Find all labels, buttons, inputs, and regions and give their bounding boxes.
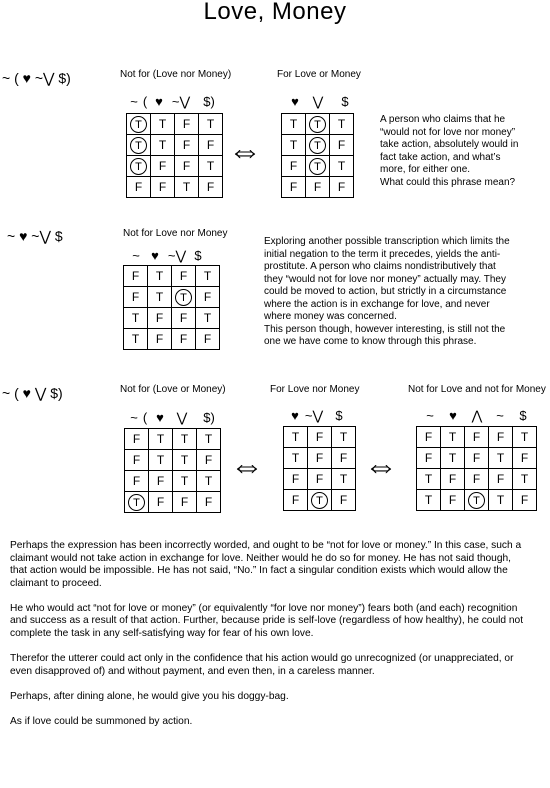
table-cell [465, 490, 489, 511]
table-cell: T [173, 429, 197, 450]
table-row [282, 156, 354, 177]
table-cell: T [489, 448, 513, 469]
column-header: ♥ [156, 410, 164, 425]
truth-table-1a [126, 113, 223, 198]
table-row [127, 177, 223, 198]
table-cell: F [465, 448, 489, 469]
circled-value: T [130, 116, 147, 133]
table-cell: F [127, 177, 151, 198]
table-cell: F [332, 448, 356, 469]
note-line: This person though, however interesting, is still not the [264, 323, 506, 335]
table-cell: F [124, 287, 148, 308]
table-cell: F [282, 177, 306, 198]
table-row [417, 490, 537, 511]
caption-1b: For Love or Money [277, 69, 361, 80]
table-cell: F [148, 308, 172, 329]
table-cell: T [151, 114, 175, 135]
header-3b [288, 408, 352, 424]
table-row [284, 469, 356, 490]
table-cell: F [149, 471, 173, 492]
header-1a [128, 94, 224, 110]
column-header: $ [519, 408, 527, 423]
table-cell: F [417, 427, 441, 448]
table-cell: T [282, 135, 306, 156]
table-row [124, 329, 220, 350]
note-2 [264, 236, 550, 349]
column-header: ♥ [155, 94, 163, 109]
table-cell: T [148, 287, 172, 308]
header-2 [128, 248, 208, 264]
circled-value: T [309, 116, 326, 133]
column-header: ⋀ [471, 408, 483, 423]
formula-2: ~ ♥ ~⋁ $ [7, 228, 63, 244]
circled-value: T [130, 137, 147, 154]
table-cell: F [148, 329, 172, 350]
table-cell: F [125, 450, 149, 471]
caption-3a: Not for (Love or Money) [120, 384, 226, 395]
table-cell: T [124, 308, 148, 329]
table-row [125, 450, 221, 471]
table-cell: F [417, 448, 441, 469]
table-cell: T [124, 329, 148, 350]
note-line: Exploring another possible transcription which limits the [264, 236, 510, 247]
column-header: $) [203, 94, 215, 109]
body-text [10, 540, 530, 741]
note-1 [380, 114, 550, 189]
table-cell: F [199, 135, 223, 156]
table-cell: F [199, 177, 223, 198]
equivalence-arrow-icon: ⇔ [364, 447, 398, 485]
table-cell: F [172, 266, 196, 287]
table-cell: F [284, 490, 308, 511]
formula-3: ~ ( ♥ ⋁ $) [2, 385, 63, 401]
column-header: ~⋁ [167, 248, 187, 263]
table-cell: F [172, 329, 196, 350]
column-header: $ [341, 94, 349, 109]
table-cell: T [441, 448, 465, 469]
table-row [282, 177, 354, 198]
column-header: ~⋁ [171, 94, 191, 109]
table-cell: T [284, 427, 308, 448]
column-header: ♥ [291, 408, 299, 423]
table-cell: T [332, 427, 356, 448]
table-cell: F [124, 266, 148, 287]
table-cell [127, 135, 151, 156]
note-line: “would not for love nor money” [380, 126, 516, 138]
table-cell: T [441, 427, 465, 448]
table-cell: F [489, 427, 513, 448]
page-title: Love, Money [203, 0, 347, 25]
table-cell: F [330, 177, 354, 198]
column-header: ⋁ [176, 410, 188, 425]
column-header: ~ [130, 94, 138, 109]
table-cell: F [308, 448, 332, 469]
table-cell: T [151, 135, 175, 156]
table-cell [127, 156, 151, 177]
caption-1a: Not for (Love nor Money) [120, 69, 232, 80]
truth-table-1b [281, 113, 354, 198]
table-cell: T [330, 114, 354, 135]
caption-3c: Not for Love and not for Money [408, 384, 546, 395]
table-cell: F [465, 427, 489, 448]
table-row [417, 427, 537, 448]
table-row [124, 266, 220, 287]
table-cell: T [196, 266, 220, 287]
paragraph-1: Perhaps the expression has been incorrectly worded, and ought to be “not for love or money.” In this case, such a claimant would not take action in exchange for love. Neither would he do so for money. He has not said though, that action would be impossible. He has not said, “No.” In fact a singular condition exists which would allow the claimant to proceed. [10, 540, 522, 589]
table-cell: T [284, 448, 308, 469]
table-row [282, 114, 354, 135]
table-cell [172, 287, 196, 308]
caption-2: Not for Love nor Money [123, 228, 228, 239]
table-cell: F [149, 492, 173, 513]
note-line: could be moved to action, but strictly in a circumstance [264, 286, 507, 297]
table-cell: T [196, 308, 220, 329]
table-cell: F [284, 469, 308, 490]
table-cell: T [330, 156, 354, 177]
table-cell: T [417, 469, 441, 490]
equivalence-arrow-icon: ⇔ [228, 132, 262, 170]
note-line: initial negation to the term it precedes, yields the anti- [264, 248, 501, 260]
column-header: ♥ [291, 94, 299, 109]
table-cell: T [175, 177, 199, 198]
truth-table-3a [124, 428, 221, 513]
table-cell [306, 114, 330, 135]
column-header: ♥ [449, 408, 457, 423]
column-header: ~ [130, 410, 138, 425]
column-header: ~ [132, 248, 140, 263]
note-line: where money was concerned. [264, 311, 397, 322]
paragraph-2: He who would act “not for love or money” (or equivalently “for love nor money”) fears both (and each) recognition and success as a result of that action. Further, because pride is self-love (regardless of how healthy), he could not complete the task in any self-satisfying way for fear of his own love. [10, 602, 524, 640]
header-3c [420, 408, 534, 424]
table-cell: F [308, 469, 332, 490]
note-line: prostitute. A person who claims nondistributively that [264, 261, 496, 272]
note-line: take action, absolutely would in [380, 139, 519, 150]
caption-3b: For Love nor Money [270, 384, 360, 395]
column-header: ♥ [151, 248, 159, 263]
column-header: ~ [496, 408, 504, 423]
table-cell: T [199, 156, 223, 177]
table-cell: T [489, 490, 513, 511]
paragraph-4: Perhaps, after dining alone, he would give you his doggy-bag. [10, 690, 289, 702]
table-row [127, 156, 223, 177]
table-cell: F [332, 490, 356, 511]
note-line: where the action is in exchange for love, and never [264, 298, 490, 310]
paragraph-5: As if love could be summoned by action. [10, 715, 193, 727]
table-cell: F [489, 469, 513, 490]
circled-value: T [128, 494, 145, 511]
table-row [125, 492, 221, 513]
table-row [282, 135, 354, 156]
table-row [284, 427, 356, 448]
formula-1: ~ ( ♥ ~⋁ $) [2, 70, 71, 86]
column-header: ~ [426, 408, 434, 423]
table-row [124, 287, 220, 308]
table-row [124, 308, 220, 329]
table-cell: T [197, 429, 221, 450]
table-cell: F [175, 135, 199, 156]
table-cell: T [149, 429, 173, 450]
table-cell: F [151, 156, 175, 177]
table-cell: F [465, 469, 489, 490]
table-cell: F [282, 156, 306, 177]
table-cell: T [332, 469, 356, 490]
table-row [417, 448, 537, 469]
table-cell: T [148, 266, 172, 287]
table-cell: F [308, 427, 332, 448]
truth-table-3c [416, 426, 537, 511]
table-cell: F [330, 135, 354, 156]
table-cell [125, 492, 149, 513]
table-cell: T [199, 114, 223, 135]
table-row [127, 135, 223, 156]
equivalence-arrow-icon: ⇔ [230, 447, 264, 485]
table-cell: T [173, 471, 197, 492]
table-cell: F [306, 177, 330, 198]
table-cell [306, 135, 330, 156]
table-cell: F [196, 287, 220, 308]
table-cell: F [441, 490, 465, 511]
table-cell [127, 114, 151, 135]
table-cell: F [197, 450, 221, 471]
table-cell: F [513, 448, 537, 469]
table-cell: F [173, 492, 197, 513]
table-cell: F [513, 490, 537, 511]
circled-value: T [468, 492, 485, 509]
table-cell: F [172, 308, 196, 329]
table-cell: T [282, 114, 306, 135]
note-line: A person who claims that he [380, 114, 506, 125]
note-line: one we have come to know through this phrase. [264, 336, 477, 347]
column-header: $ [194, 248, 202, 263]
note-line: fact take action, and what’s [380, 151, 501, 163]
note-line: more, for either one. [380, 164, 471, 175]
table-row [284, 490, 356, 511]
column-header: ( [142, 94, 148, 109]
paragraph-3: Therefor the utterer could act only in the confidence that his action would go unrecognized (or unappreciated, or even disapproved of) and without payment, and even then, in a careless manner. [10, 653, 514, 677]
table-row [417, 469, 537, 490]
table-cell [308, 490, 332, 511]
circled-value: T [309, 137, 326, 154]
truth-table-3b [283, 426, 356, 511]
column-header: ⋁ [312, 94, 324, 109]
table-cell: T [513, 469, 537, 490]
header-3a [128, 410, 224, 426]
table-cell: F [151, 177, 175, 198]
table-row [125, 429, 221, 450]
table-row [127, 114, 223, 135]
table-cell: T [173, 450, 197, 471]
table-cell: F [175, 156, 199, 177]
note-line: What could this phrase mean? [380, 176, 516, 188]
table-cell: T [149, 450, 173, 471]
table-cell: F [125, 471, 149, 492]
truth-table-2 [123, 265, 220, 350]
header-1b [284, 94, 360, 110]
note-line: they “would not for love nor money” actually may. They [264, 273, 506, 285]
table-cell: T [513, 427, 537, 448]
table-cell: F [196, 329, 220, 350]
circled-value: T [130, 158, 147, 175]
table-cell: F [441, 469, 465, 490]
column-header: $ [335, 408, 343, 423]
table-row [284, 448, 356, 469]
column-header: ( [142, 410, 148, 425]
circled-value: T [311, 492, 328, 509]
table-row [125, 471, 221, 492]
table-cell: T [197, 471, 221, 492]
table-cell [306, 156, 330, 177]
column-header: ~⋁ [304, 408, 324, 423]
table-cell: T [417, 490, 441, 511]
column-header: $) [203, 410, 215, 425]
table-cell: F [197, 492, 221, 513]
circled-value: T [309, 158, 326, 175]
table-cell: F [175, 114, 199, 135]
table-cell: F [125, 429, 149, 450]
circled-value: T [175, 289, 192, 306]
